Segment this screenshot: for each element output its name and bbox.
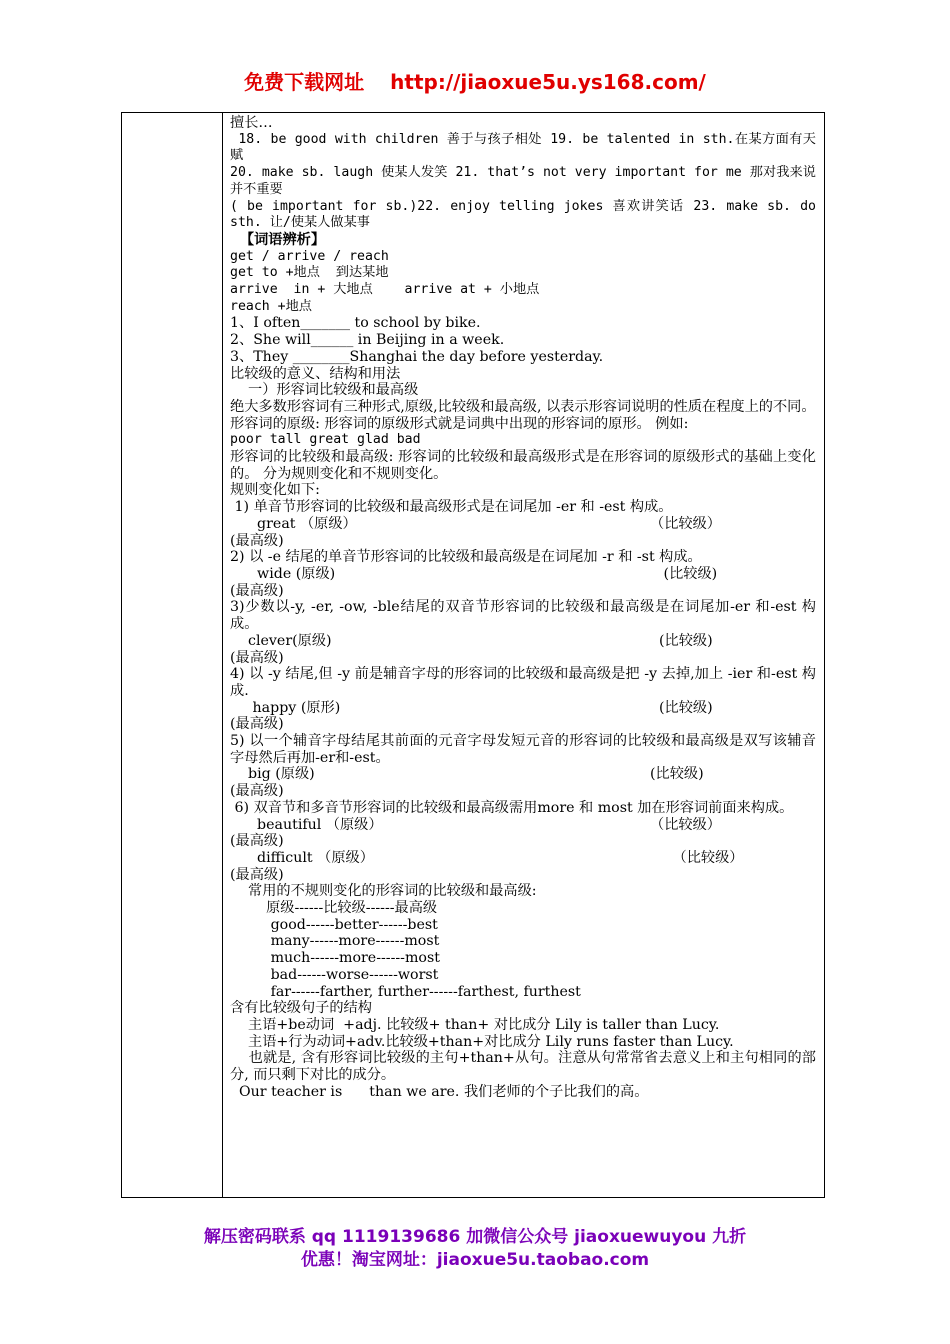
text-line: Our teacher is than we are. 我们老师的个子比我们的高。 — [230, 1083, 649, 1100]
form-row — [230, 700, 816, 717]
text-line: 主语+行为动词+adv.比较级+than+对比成分 Lily runs faster than Lucy. — [230, 1033, 734, 1050]
column-divider — [222, 113, 223, 1197]
header-label: 免费下载网址 — [244, 70, 365, 94]
text-line: 18. be good with children 善于与孩子相处 19. be talented in sth.在某方面有天赋 — [230, 131, 816, 164]
text-line: reach +地点 — [230, 298, 312, 314]
form-row — [230, 566, 816, 583]
section-heading: 【词语辨析】 — [230, 231, 326, 248]
form-row — [230, 850, 816, 867]
rule-line: 1) 单音节形容词的比较级和最高级形式是在词尾加 -er 和 -est 构成。 — [230, 499, 673, 516]
form-base: happy (原形) — [230, 699, 341, 716]
form-comparative: (比较级) — [650, 766, 704, 783]
form-superlative: (最高级) — [230, 532, 284, 549]
content-table — [121, 112, 825, 1198]
text-line: get / arrive / reach — [230, 248, 389, 264]
form-comparative: （比较级） — [650, 849, 744, 866]
exercise-line: 2、She will______ in Beijing in a week. — [230, 332, 505, 349]
text-line: 20. make sb. laugh 使某人发笑 21. that’s not very important for me 那对我来说并不重要 — [230, 165, 816, 197]
form-row — [230, 766, 816, 783]
form-base: wide (原级) — [230, 565, 336, 582]
form-comparative: （比较级） — [650, 816, 721, 833]
text-line: arrive in + 大地点 arrive at + 小地点 — [230, 282, 540, 298]
lesson-content — [230, 115, 824, 1100]
section-heading: 比较级的意义、结构和用法 — [230, 365, 401, 382]
exercise-line: 1、I often_______ to school by bike. — [230, 315, 481, 332]
rule-line: 6) 双音节和多音节形容词的比较级和最高级需用more 和 most 加在形容词前面来构成。 — [230, 799, 794, 816]
form-comparative: (比较级) — [650, 699, 713, 716]
text-line: 一）形容词比较级和最高级 — [230, 382, 419, 399]
form-superlative: (最高级) — [230, 582, 284, 599]
section-heading: 含有比较级句子的结构 — [230, 1000, 372, 1017]
form-row — [230, 633, 816, 650]
irregular-row: bad------worse------worst — [230, 966, 439, 983]
text-line: 绝大多数形容词有三种形式,原级,比较级和最高级, 以表示形容词说明的性质在程度上的不同。 — [230, 398, 816, 415]
form-base: difficult （原级） — [230, 849, 374, 866]
form-comparative: (比较级) — [650, 565, 718, 582]
exercise-line: 3、They ________Shanghai the day before yesterday. — [230, 348, 604, 365]
form-base: big (原级) — [230, 766, 315, 783]
irregular-row: many------more------most — [230, 933, 440, 950]
form-superlative: (最高级) — [230, 649, 284, 666]
footer-line-2: 优惠！淘宝网址：jiaoxue5u.taobao.com — [300, 1250, 650, 1270]
text-line: 规则变化如下: — [230, 482, 320, 499]
form-row — [230, 817, 816, 834]
form-row — [230, 516, 816, 533]
page-header — [0, 66, 950, 95]
rule-line: 2) 以 -e 结尾的单音节形容词的比较级和最高级是在词尾加 -r 和 -st 构成。 — [230, 549, 702, 566]
rule-line: 5) 以一个辅音字母结尾其前面的元音字母发短元音的形容词的比较级和最高级是双写该辅音字母然后再加-er和-est。 — [230, 733, 816, 766]
rule-line: 3)少数以-y, -er, -ow, -ble结尾的双音节形容词的比较级和最高级是在词尾加-er 和-est 构成。 — [230, 599, 816, 633]
text-line: 常用的不规则变化的形容词的比较级和最高级: — [230, 883, 537, 900]
text-line: 也就是, 含有形容词比较级的主句+than+从句。注意从句常常省去意义上和主句相同的部分, 而只剩下对比的成分。 — [230, 1050, 816, 1084]
form-superlative: (最高级) — [230, 716, 284, 733]
text-line: 形容词的原级: 形容词的原级形式就是词典中出现的形容词的原形。 例如: — [230, 415, 689, 432]
text-line: 主语+be动词 +adj. 比较级+ than+ 对比成分 Lily is taller than Lucy. — [230, 1016, 720, 1033]
irregular-row: much------more------most — [230, 950, 440, 967]
footer-line-1: 解压密码联系 qq 1119139686 加微信公众号 jiaoxuewuyou 九折 — [203, 1227, 747, 1247]
form-comparative: (比较级) — [650, 632, 713, 649]
text-line: 形容词的比较级和最高级: 形容词的比较级和最高级形式是在形容词的原级形式的基础上变化的。 分为规则变化和不规则变化。 — [230, 449, 816, 482]
text-line: ( be important for sb.)22. enjoy telling jokes 喜欢讲笑话 23. make sb. do sth. 让/使某人做某事 — [230, 198, 824, 231]
form-superlative: (最高级) — [230, 866, 284, 883]
text-line: poor tall great glad bad — [230, 432, 421, 448]
irregular-header: 原级------比较级------最高级 — [230, 900, 438, 917]
irregular-row: good------better------best — [230, 916, 438, 933]
header-url-link[interactable]: http://jiaoxue5u.ys168.com/ — [390, 70, 706, 94]
text-line: get to +地点 到达某地 — [230, 265, 389, 281]
form-superlative: (最高级) — [230, 833, 284, 850]
form-base: beautiful （原级） — [230, 816, 383, 833]
text-line: 擅长… — [230, 115, 273, 131]
form-base: clever(原级) — [230, 632, 332, 649]
form-base: great （原级） — [230, 515, 357, 532]
rule-line: 4) 以 -y 结尾,但 -y 前是辅音字母的形容词的比较级和最高级是把 -y 去掉,加上 -ier 和-est 构成. — [230, 666, 816, 699]
form-comparative: （比较级） — [650, 515, 721, 532]
form-superlative: (最高级) — [230, 783, 284, 800]
irregular-row: far------farther, further------farthest, furthest — [230, 983, 581, 1000]
